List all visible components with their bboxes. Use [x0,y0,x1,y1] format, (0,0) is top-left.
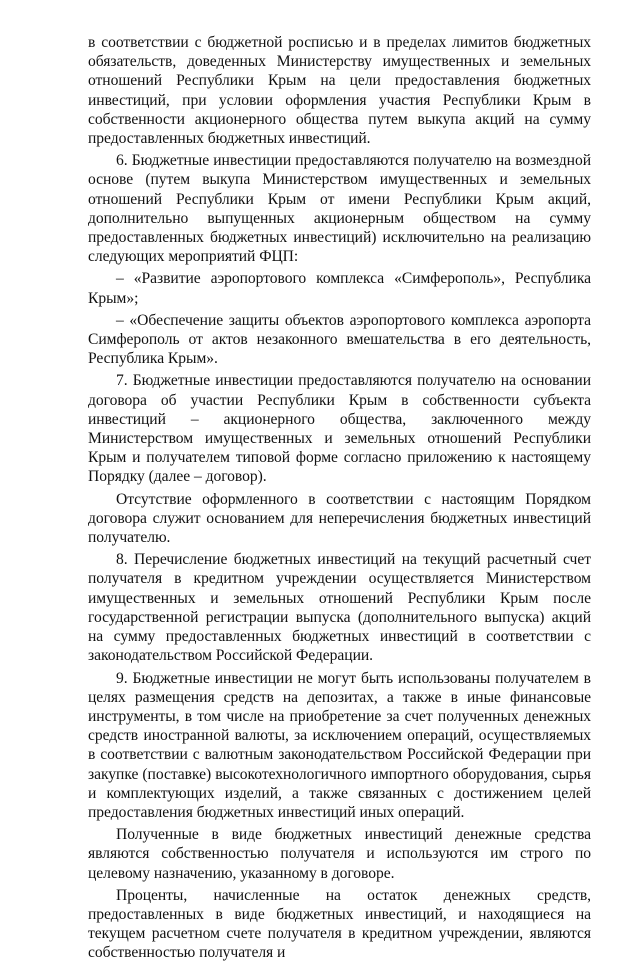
paragraph-item-9: 9. Бюджетные инвестиции не могут быть использованы получателем в целях размещения средств на депозитах, а также в иные финансовые инструменты, в том числе на приобретение за счет полученных денежных средств иностранной валюты, за исключением операций, осуществляемых в соответствии с валютным законодательством Российской Федерации при закупке (поставке) высокотехнологичного импортного оборудования, сырья и комплектующих изделий, а также связанных с достижением целей предоставления бюджетных инвестиций иных операций. [88,669,591,821]
paragraph-measure-airport-development: – «Развитие аэропортового комплекса «Симферополь», Республика Крым»; [88,270,591,307]
paragraph-measure-airport-protection: – «Обеспечение защиты объектов аэропортового комплекса аэропорта Симферополь от актов незаконного вмешательства в его деятельность, Республика Крым». [88,311,591,368]
document-page [88,33,591,966]
paragraph-item-8: 8. Перечисление бюджетных инвестиций на текущий расчетный счет получателя в кредитном учреждении осуществляется Министерством имущественных и земельных отношений Республики Крым после государственной регистрации выпуска (дополнительного выпуска) акций на сумму предоставленных бюджетных инвестиций в соответствии с законодательством Российской Федерации. [88,551,591,665]
paragraph-no-contract: Отсутствие оформленного в соответствии с настоящим Порядком договора служит основанием для неперечисления бюджетных инвестиций получателю. [88,490,591,547]
paragraph-item-7: 7. Бюджетные инвестиции предоставляются получателю на основании договора об участии Республики Крым в собственности субъекта инвестиций – акционерного общества, заключенного между Министерством имущественных и земельных отношений Республики Крым и получателем типовой форме согласно приложению к настоящему Порядку (далее – договор). [88,372,591,486]
paragraph-received-funds: Полученные в виде бюджетных инвестиций денежные средства являются собственностью получателя и используются им строго по целевому назначению, указанному в договоре. [88,826,591,882]
paragraph-interest: Проценты, начисленные на остаток денежных средств, предоставленных в виде бюджетных инвестиций, и находящиеся на текущем расчетном счете получателя в кредитном учреждении, являются собственностью получателя и [88,886,591,962]
paragraph-item-6: 6. Бюджетные инвестиции предоставляются получателю на возмездной основе (путем выкупа Министерством имущественных и земельных отношений Республики Крым от имени Республики Крым акций, дополнительно выпущенных акционерным обществом на сумму предоставленных бюджетных инвестиций) исключительно на реализацию следующих мероприятий ФЦП: [88,152,591,266]
paragraph-budget-limits: в соответствии с бюджетной росписью и в пределах лимитов бюджетных обязательств, доведенных Министерству имущественных и земельных отношений Республики Крым на цели предоставления бюджетных инвестиций, при условии оформления участия Республики Крым в собственности акционерного общества путем выкупа акций на сумму предоставленных бюджетных инвестиций. [88,34,591,148]
